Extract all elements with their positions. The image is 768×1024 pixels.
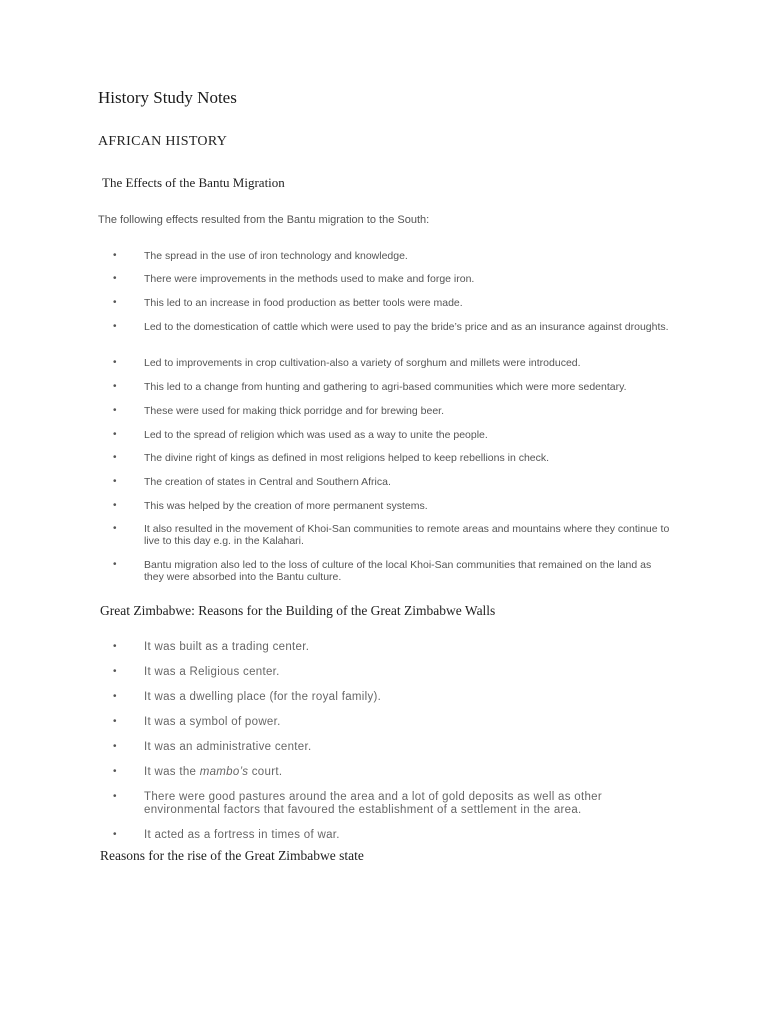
list-item-text: This led to an increase in food production as better tools were made.	[144, 297, 463, 309]
list-item-text	[144, 766, 672, 779]
bullet-marker: •	[113, 476, 117, 487]
list-item-text: Led to improvements in crop cultivation-also a variety of sorghum and millets were introduced.	[144, 357, 581, 369]
document-title: History Study Notes	[98, 88, 237, 107]
bullet-marker: •	[113, 666, 117, 677]
bullet-marker: •	[113, 641, 117, 652]
list-item-text: This led to a change from hunting and gathering to agri-based communities which were more sedentary.	[144, 381, 627, 393]
bullet-marker: •	[113, 250, 117, 261]
mambo-prefix: It was the	[144, 766, 197, 778]
list-item-text: This was helped by the creation of more permanent systems.	[144, 500, 428, 512]
intro-paragraph: The following effects resulted from the Bantu migration to the South:	[98, 214, 430, 226]
rise-of-zimbabwe-heading: Reasons for the rise of the Great Zimbabwe state	[100, 848, 364, 863]
bantu-migration-subheading: The Effects of the Bantu Migration	[102, 175, 285, 190]
mambo-suffix: court.	[248, 766, 283, 778]
mambo-italic: mambo’s	[199, 766, 249, 778]
bullet-marker: •	[113, 741, 117, 752]
bullet-marker: •	[113, 500, 117, 511]
bullet-marker: •	[113, 405, 117, 416]
list-item-text: There were good pastures around the area and a lot of gold deposits as well as other environmental factors that favoured the establishment of a settlement in the area.	[144, 791, 602, 816]
great-zimbabwe-heading: Great Zimbabwe: Reasons for the Building of the Great Zimbabwe Walls	[100, 603, 496, 618]
bullet-marker: •	[113, 766, 117, 777]
bullet-marker: •	[113, 452, 117, 463]
list-item-text: It was a symbol of power.	[144, 716, 281, 728]
list-item-text: These were used for making thick porridge and for brewing beer.	[144, 405, 444, 417]
bullet-marker: •	[113, 273, 117, 284]
bullet-marker: •	[113, 559, 117, 570]
list-item-text: It was a Religious center.	[144, 666, 280, 678]
bullet-marker: •	[113, 791, 117, 802]
bullet-marker: •	[113, 829, 117, 840]
list-item-text: The divine right of kings as defined in most religions helped to keep rebellions in check.	[144, 452, 550, 464]
list-item-text: It was a dwelling place (for the royal family).	[144, 691, 382, 703]
bullet-marker: •	[113, 691, 117, 702]
section-heading: AFRICAN HISTORY	[98, 134, 228, 149]
list-item-text: It acted as a fortress in times of war.	[144, 829, 340, 841]
list-item-text: Led to the spread of religion which was used as a way to unite the people.	[144, 429, 488, 441]
list-item-text: The creation of states in Central and Southern Africa.	[144, 476, 391, 488]
list-item-text: It was built as a trading center.	[144, 641, 310, 653]
bullet-marker: •	[113, 297, 117, 308]
bullet-marker: •	[113, 429, 117, 440]
bullet-marker: •	[113, 381, 117, 392]
list-item-text: It was an administrative center.	[144, 741, 312, 753]
bullet-marker: •	[113, 716, 117, 727]
bullet-marker: •	[113, 321, 117, 332]
list-item-text: There were improvements in the methods used to make and forge iron.	[144, 273, 475, 285]
bullet-marker: •	[113, 357, 117, 368]
list-item-text: The spread in the use of iron technology and knowledge.	[144, 250, 408, 262]
list-item-text: It also resulted in the movement of Khoi-San communities to remote areas and mountains where they continue to live to this day e.g. in the Kalahari.	[144, 523, 670, 547]
list-item-text: Led to the domestication of cattle which were used to pay the bride’s price and as an insurance against droughts.	[144, 321, 669, 333]
bullet-marker: •	[113, 523, 117, 534]
list-item-text: Bantu migration also led to the loss of culture of the local Khoi-San communities that remained on the land as they were absorbed into the Bantu culture.	[144, 559, 652, 583]
